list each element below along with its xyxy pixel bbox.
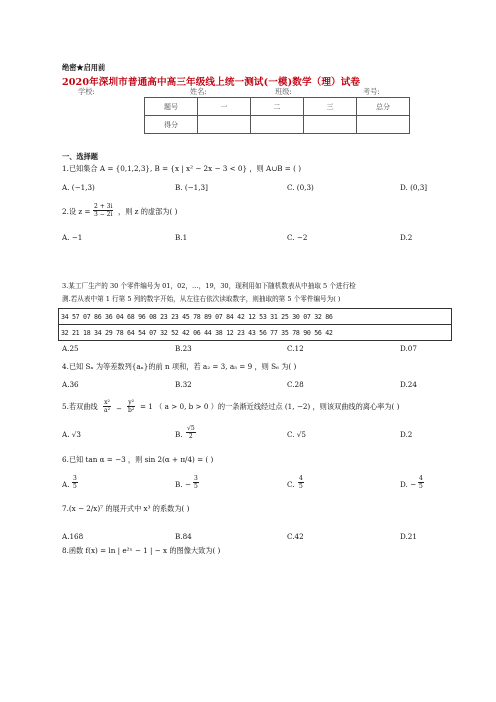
q5-equation: $\frac{\text{x²}}{\text{a²}}$ − $\frac{\text{y²}}{\text{b²}}$: [104, 399, 135, 414]
school-field-label: 学校:: [78, 87, 95, 96]
q6-option-b-fraction: [193, 472, 199, 491]
question-3-line-2: 测.若从表中第 1 行第 5 列的数字开始，从左往右依次读取数字，则抽取的第 5 个零件编号为( ): [62, 295, 341, 303]
q7-option-d: D.21: [400, 532, 417, 541]
q2-fraction: [93, 200, 113, 219]
q5-option-b: B.: [175, 430, 183, 439]
random-number-table: [58, 308, 452, 341]
q5-frac1-num: x²: [104, 399, 110, 406]
q3-option-d: D.07: [400, 344, 417, 353]
q2-option-d: D.2: [400, 233, 413, 242]
score-header-cell: 二: [251, 98, 304, 116]
question-1-stem: 1.已知集合 A = {0,1,2,3}, B = {x | x² − 2x − 3 < 0} ，则 A∪B = ( ): [62, 164, 302, 173]
secret-label: 绝密★启用前: [62, 63, 106, 72]
score-table-score-row: [145, 116, 410, 134]
q5-frac1-den: a²: [104, 407, 110, 414]
question-7-stem: 7.(x − 2/x)⁷ 的展开式中 x³ 的系数为( ): [62, 504, 190, 513]
score-table-header-row: [145, 98, 410, 116]
q5-frac2-num: y²: [128, 399, 135, 406]
q6-opta-den: 5: [73, 483, 77, 490]
score-cell[interactable]: [304, 116, 357, 134]
q2-fraction-numerator: 2 + 3i: [94, 203, 113, 210]
question-4-stem: 4.已知 Sₙ 为等差数列{aₙ}的前 n 项和，若 a₂ = 3, a₅ = 9 ，则 S₆ 为( ): [62, 362, 297, 371]
section-heading: 一、选择题: [62, 152, 98, 161]
q2-fraction-denominator: 3 − 2i: [94, 211, 113, 218]
q4-option-d: D.24: [400, 380, 417, 389]
score-table: [144, 97, 410, 134]
question-5-prefix: 5.若双曲线: [62, 402, 98, 411]
q3-option-c: C.12: [287, 344, 304, 353]
q7-option-c: C.42: [287, 532, 304, 541]
score-header-cell: 总分: [357, 98, 410, 116]
q6-optd-num: 4: [419, 475, 423, 482]
q6-optd-den: 5: [419, 483, 423, 490]
question-2-suffix: ，则 z 的虚部为( ): [118, 207, 178, 216]
score-cell[interactable]: [251, 116, 304, 134]
q1-option-c: C. (0,3): [287, 183, 314, 192]
q6-option-c-label: C.: [287, 480, 295, 489]
number-field-label: 考号:: [363, 87, 380, 96]
score-row-label: 得分: [145, 116, 198, 134]
q6-option-d-label: D. −: [400, 480, 417, 489]
question-8-stem: 8.函数 f(x) = ln | e²ˣ − 1 | − x 的图像大致为( ): [62, 546, 221, 555]
q6-option-a-label: A.: [62, 480, 70, 489]
exam-title: 2020年深圳市普通高中高三年级线上统一测试(一模)数学（理）试卷: [62, 77, 361, 88]
q4-option-b: B.32: [175, 380, 192, 389]
score-header-cell: 一: [198, 98, 251, 116]
score-header-cell: 三: [304, 98, 357, 116]
question-5-rest: = 1 （ a > 0, b > 0 ）的一条渐近线经过点 (1, −2) ，则该双曲线的离心率为( ): [140, 402, 400, 411]
score-header-cell: 题号: [145, 98, 198, 116]
q6-optc-den: 5: [299, 483, 303, 490]
table-row: [59, 325, 452, 341]
q5-option-a: A. √3: [62, 430, 81, 439]
q5-optb-den: 2: [188, 433, 193, 440]
class-field-label: 班级:: [275, 87, 292, 96]
q5-option-c: C. √5: [287, 430, 306, 439]
question-6-stem: 6.已知 tan α = −3 ，则 sin 2(α + π/4) = ( ): [62, 455, 214, 464]
table-row: [59, 309, 452, 325]
q2-option-c: C. −2: [287, 233, 308, 242]
q6-optc-num: 4: [299, 475, 303, 482]
q6-opta-num: 3: [73, 475, 77, 482]
name-field-label: 姓名:: [190, 87, 207, 96]
q7-option-b: B.84: [175, 532, 192, 541]
q4-option-a: A.36: [62, 380, 79, 389]
q5-option-d: D.2: [400, 430, 413, 439]
q6-option-c-fraction: [298, 472, 304, 491]
q5-optb-num: √5: [187, 425, 195, 432]
q2-option-b: B.1: [175, 233, 188, 242]
score-cell[interactable]: [357, 116, 410, 134]
q6-option-b-label: B. −: [175, 480, 191, 489]
q6-optb-den: 5: [194, 483, 198, 490]
q4-option-c: C.28: [287, 380, 304, 389]
q5-option-b-fraction: [186, 422, 196, 441]
q6-option-a-fraction: [72, 472, 78, 491]
q2-option-a: A. −1: [62, 233, 83, 242]
q3-option-b: B.23: [175, 344, 192, 353]
q7-option-a: A.168: [62, 532, 84, 541]
random-row-1: 34 57 07 86 36 04 68 96 08 23 23 45 78 89 07 84 42 12 53 31 25 30 07 32 86: [59, 309, 452, 325]
q6-option-d-fraction: [418, 472, 424, 491]
q1-option-a: A. (−1,3): [62, 183, 95, 192]
q6-optb-num: 3: [194, 475, 198, 482]
question-2-prefix: 2.设 z =: [62, 207, 91, 216]
question-3-line-1: 3.某工厂生产的 30 个零件编号为 01，02，…，19，30，现利用如下随机数表从中抽取 5 个进行检: [62, 282, 356, 290]
random-row-2: 32 21 18 34 29 78 64 54 07 32 52 42 06 44 38 12 23 43 56 77 35 78 90 56 42: [59, 325, 452, 341]
q5-frac2-den: b²: [128, 407, 135, 414]
q3-option-a: A.25: [62, 344, 79, 353]
q1-option-b: B. (−1,3]: [175, 183, 208, 192]
q1-option-d: D. (0,3]: [400, 183, 428, 192]
score-cell[interactable]: [198, 116, 251, 134]
